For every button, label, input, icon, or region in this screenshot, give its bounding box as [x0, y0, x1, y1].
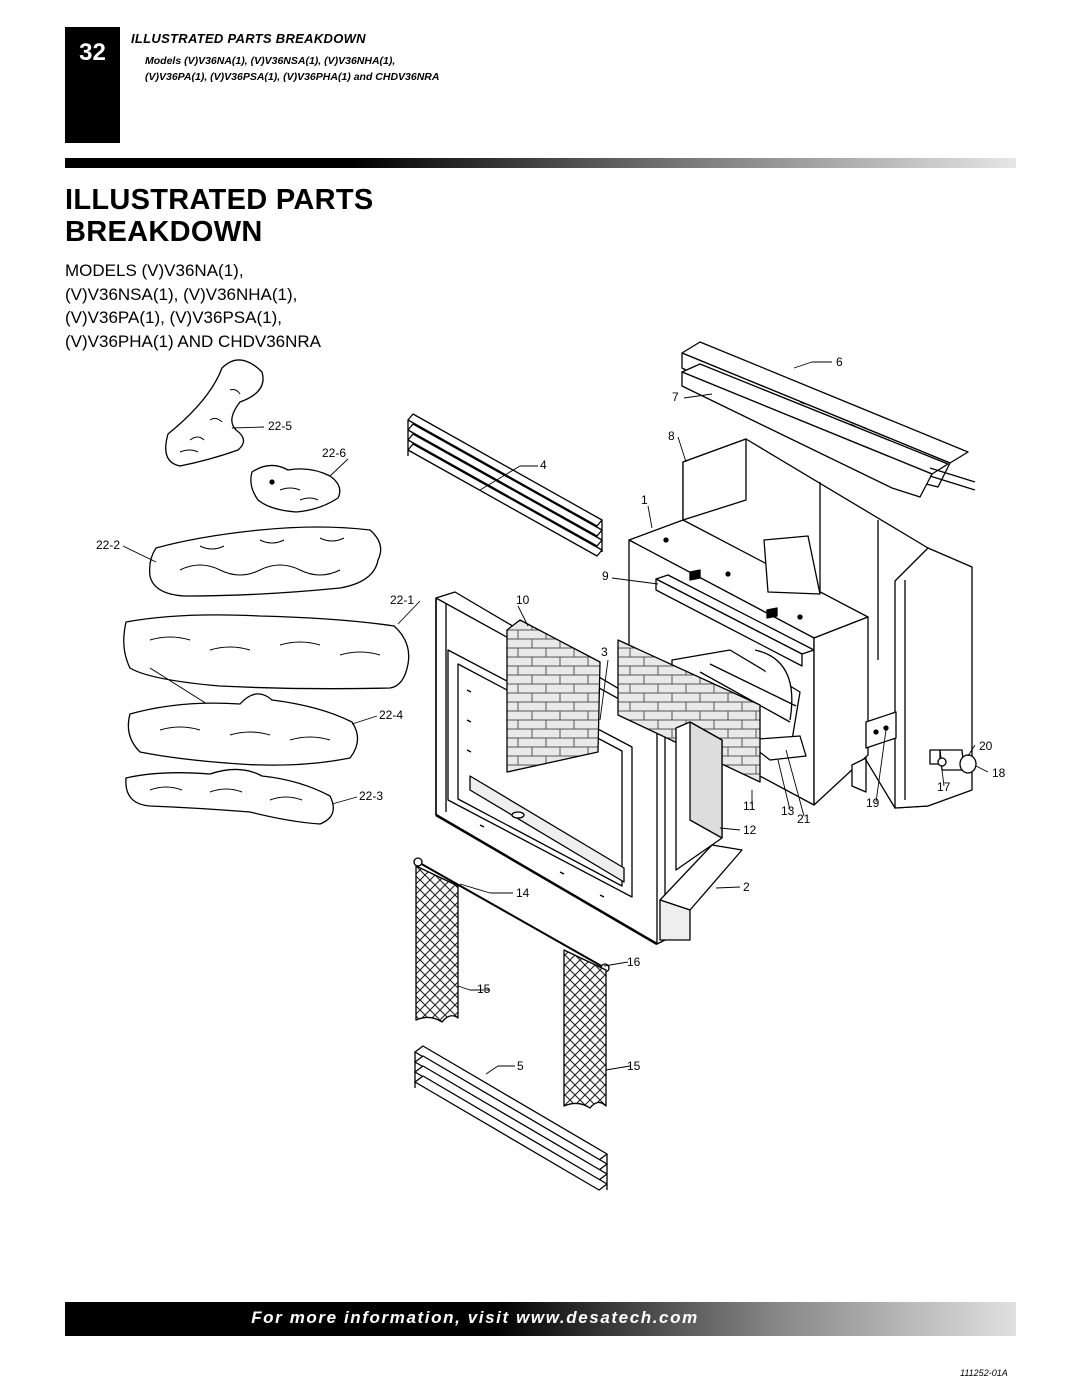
callout-15-upper: 15: [477, 982, 491, 996]
callout-17: 17: [937, 780, 951, 794]
callout-21: 21: [797, 812, 811, 826]
callout-8: 8: [668, 429, 675, 443]
part-upper-louver: [408, 414, 602, 556]
header-section-title: ILLUSTRATED PARTS BREAKDOWN: [131, 31, 366, 46]
page-title-line-2: BREAKDOWN: [65, 216, 263, 248]
callout-2: 2: [743, 880, 750, 894]
header-models-line-1: Models (V)V36NA(1), (V)V36NSA(1), (V)V36NHA(1),: [145, 55, 396, 67]
callout-12: 12: [743, 823, 757, 837]
models-heading-line-1: MODELS (V)V36NA(1),: [65, 261, 244, 280]
callout-11: 11: [743, 799, 756, 813]
footer-info-text: For more information, visit www.desatech.com: [251, 1308, 699, 1327]
part-brick-liner-left: [507, 620, 600, 772]
part-log-22-6: [251, 465, 340, 512]
callout-4: 4: [540, 458, 547, 472]
callout-22-2: 22-2: [96, 538, 121, 552]
part-mesh-screen-right: [564, 950, 606, 1108]
part-mesh-screen-left: [416, 866, 458, 1022]
callout-20: 20: [979, 739, 993, 753]
callout-22-4: 22-4: [379, 708, 404, 722]
callout-15-lower: 15: [627, 1059, 641, 1073]
models-heading-line-3: (V)V36PA(1), (V)V36PSA(1),: [65, 308, 282, 327]
callout-22-5: 22-5: [268, 419, 293, 433]
footer-info-bar: [65, 1302, 1016, 1336]
callout-14: 14: [516, 886, 530, 900]
part-log-22-4: [128, 694, 357, 765]
part-log-22-3: [126, 769, 333, 824]
part-log-22-2: [150, 527, 381, 596]
page-number: 32: [79, 39, 106, 66]
part-log-22-5: [166, 360, 263, 466]
callout-1: 1: [641, 493, 648, 507]
callout-18: 18: [992, 766, 1006, 780]
callout-22-6: 22-6: [322, 446, 347, 460]
callout-7: 7: [672, 390, 679, 404]
callout-22-3: 22-3: [359, 789, 384, 803]
callout-16: 16: [627, 955, 641, 969]
callout-13: 13: [781, 804, 795, 818]
callout-22-1: 22-1: [390, 593, 415, 607]
callout-3: 3: [601, 645, 608, 659]
document-code: 111252-01A: [960, 1368, 1008, 1378]
callout-9: 9: [602, 569, 609, 583]
callout-19: 19: [866, 796, 880, 810]
callout-6: 6: [836, 355, 843, 369]
page-title-line-1: ILLUSTRATED PARTS: [65, 184, 374, 216]
models-heading-line-4: (V)V36PHA(1) AND CHDV36NRA: [65, 331, 322, 351]
header-models-line-2: (V)V36PA(1), (V)V36PSA(1), (V)V36PHA(1) and CHDV36NRA: [145, 71, 440, 83]
callout-10: 10: [516, 593, 530, 607]
models-heading-line-2: (V)V36NSA(1), (V)V36NHA(1),: [65, 284, 298, 304]
part-bottom-panel: [660, 845, 742, 940]
callout-5: 5: [517, 1059, 524, 1073]
